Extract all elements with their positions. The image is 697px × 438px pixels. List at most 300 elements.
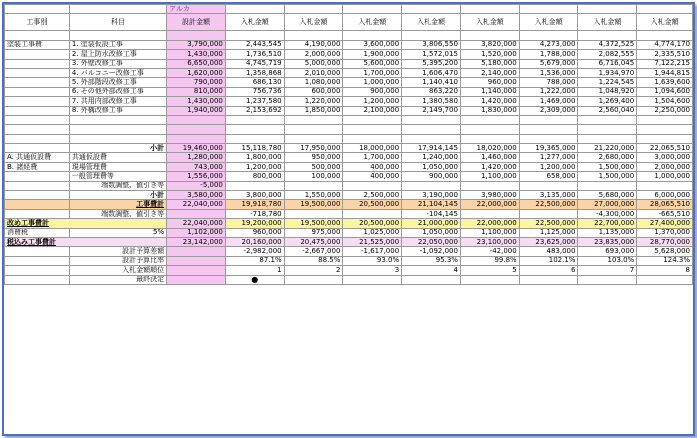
bid-amount-cell[interactable]: 1,000,000 — [637, 172, 693, 181]
empty-cell[interactable] — [5, 59, 70, 68]
empty-cell[interactable] — [5, 78, 70, 87]
design-amount-cell[interactable]: 1,620,000 — [167, 68, 226, 77]
bid-amount-cell[interactable]: 400,000 — [343, 172, 402, 181]
item-label[interactable]: 3. 外壁改修工事 — [69, 59, 166, 68]
bid-amount-cell[interactable]: 19,200,000 — [225, 219, 284, 228]
empty-cell[interactable] — [460, 5, 519, 14]
empty-cell[interactable] — [519, 125, 578, 134]
bid-amount-cell[interactable]: 693,000 — [578, 247, 637, 256]
bid-amount-cell[interactable]: 1,700,000 — [343, 153, 402, 162]
bid-amount-cell[interactable]: 1,370,000 — [637, 228, 693, 237]
empty-cell[interactable] — [69, 5, 166, 14]
bid-amount-cell[interactable]: 3,000,000 — [637, 153, 693, 162]
bid-amount-cell[interactable]: 3,135,000 — [519, 191, 578, 200]
bid-amount-cell[interactable]: 1,094,600 — [637, 87, 693, 96]
bid-amount-cell[interactable]: 22,700,000 — [578, 219, 637, 228]
bid-amount-cell[interactable]: 1,125,000 — [519, 228, 578, 237]
bid-amount-cell[interactable]: 1,135,000 — [578, 228, 637, 237]
bid-amount-cell[interactable]: 23,625,000 — [519, 237, 578, 246]
bid-amount-cell[interactable]: 5,600,000 — [343, 59, 402, 68]
bid-amount-cell[interactable]: 900,000 — [402, 172, 461, 181]
column-header-bid[interactable]: 入札金額 — [519, 14, 578, 31]
section-label[interactable]: B. 諸経費 — [5, 162, 70, 171]
empty-cell[interactable] — [284, 134, 343, 143]
revised-total-label[interactable]: 改め工事費計 — [5, 219, 167, 228]
bid-amount-cell[interactable]: 7,122,215 — [637, 59, 693, 68]
bid-amount-cell[interactable]: -42,000 — [460, 247, 519, 256]
bid-amount-cell[interactable]: 1,380,580 — [402, 97, 461, 106]
empty-cell[interactable] — [284, 31, 343, 40]
empty-cell[interactable] — [578, 31, 637, 40]
bid-amount-cell[interactable]: 6,716,045 — [578, 59, 637, 68]
design-amount-cell[interactable]: 22,040,000 — [167, 200, 226, 209]
design-amount-cell[interactable]: 1,280,000 — [167, 153, 226, 162]
bid-amount-cell[interactable]: 17,950,000 — [284, 144, 343, 153]
empty-cell[interactable] — [5, 125, 70, 134]
design-amount-cell[interactable]: 1,556,000 — [167, 172, 226, 181]
empty-cell[interactable] — [284, 275, 343, 284]
empty-cell[interactable] — [637, 5, 693, 14]
design-amount-cell[interactable] — [167, 266, 226, 275]
bid-amount-cell[interactable]: 99.8% — [460, 256, 519, 265]
empty-cell[interactable] — [637, 125, 693, 134]
bid-amount-cell[interactable]: 2,149,700 — [402, 106, 461, 115]
bid-amount-cell[interactable]: 2,443,545 — [225, 40, 284, 49]
bid-amount-cell[interactable]: 600,000 — [284, 87, 343, 96]
bid-amount-cell[interactable]: 788,000 — [519, 78, 578, 87]
empty-cell[interactable] — [578, 134, 637, 143]
subtotal-label[interactable]: 小計 — [69, 144, 166, 153]
empty-cell[interactable] — [225, 115, 284, 124]
bid-amount-cell[interactable]: 1,048,920 — [578, 87, 637, 96]
empty-cell[interactable] — [69, 115, 166, 124]
bid-amount-cell[interactable]: 1,500,000 — [578, 162, 637, 171]
empty-cell[interactable] — [5, 5, 70, 14]
empty-cell[interactable] — [5, 200, 70, 209]
bid-amount-cell[interactable]: 88.5% — [284, 256, 343, 265]
bid-amount-cell[interactable]: -2,982,000 — [225, 247, 284, 256]
bid-amount-cell[interactable]: 5 — [460, 266, 519, 275]
bid-amount-cell[interactable]: 5,000,000 — [284, 59, 343, 68]
bid-amount-cell[interactable]: 1,944,815 — [637, 68, 693, 77]
empty-cell[interactable] — [5, 50, 70, 59]
diff-label[interactable]: 設計予算差額 — [69, 247, 166, 256]
bid-amount-cell[interactable]: 19,500,000 — [284, 200, 343, 209]
item-label[interactable]: 8. 外構改修工事 — [69, 106, 166, 115]
bid-amount-cell[interactable]: 15,118,780 — [225, 144, 284, 153]
empty-cell[interactable] — [402, 125, 461, 134]
empty-cell[interactable] — [5, 181, 70, 190]
bid-amount-cell[interactable]: 1,358,868 — [225, 68, 284, 77]
bid-amount-cell[interactable]: 483,000 — [519, 247, 578, 256]
bid-amount-cell[interactable]: 800,000 — [225, 172, 284, 181]
bid-amount-cell[interactable]: 22,050,000 — [402, 237, 461, 246]
bid-amount-cell[interactable]: 3,820,000 — [460, 40, 519, 49]
empty-cell[interactable] — [578, 125, 637, 134]
bid-amount-cell[interactable]: 1,900,000 — [343, 50, 402, 59]
bid-amount-cell[interactable]: 124.3% — [637, 256, 693, 265]
bid-amount-cell[interactable]: 1,850,000 — [284, 106, 343, 115]
design-amount-cell[interactable]: 6,650,000 — [167, 59, 226, 68]
empty-cell[interactable] — [69, 134, 166, 143]
bid-amount-cell[interactable]: 1,420,000 — [460, 162, 519, 171]
bid-amount-cell[interactable]: 18,000,000 — [343, 144, 402, 153]
bid-amount-cell[interactable]: 87.1% — [225, 256, 284, 265]
bid-amount-cell[interactable]: 102.1% — [519, 256, 578, 265]
bid-amount-cell[interactable]: 2,140,000 — [460, 68, 519, 77]
bid-amount-cell[interactable]: 22,500,000 — [519, 219, 578, 228]
bid-amount-cell[interactable]: 27,000,000 — [578, 200, 637, 209]
bid-amount-cell[interactable]: 2,010,000 — [284, 68, 343, 77]
bid-amount-cell[interactable]: 5,679,000 — [519, 59, 578, 68]
design-amount-cell[interactable]: 23,142,000 — [167, 237, 226, 246]
bid-amount-cell[interactable]: -1,617,000 — [343, 247, 402, 256]
bid-amount-cell[interactable]: 1,200,000 — [519, 162, 578, 171]
bid-amount-cell[interactable]: 2,153,692 — [225, 106, 284, 115]
bid-amount-cell[interactable]: 2,082,555 — [578, 50, 637, 59]
bid-amount-cell[interactable] — [578, 181, 637, 190]
bid-amount-cell[interactable]: 1,800,000 — [225, 153, 284, 162]
section-label[interactable]: A. 共通仮設費 — [5, 153, 70, 162]
bid-amount-cell[interactable]: 1,469,000 — [519, 97, 578, 106]
bid-amount-cell[interactable]: 960,000 — [225, 228, 284, 237]
column-header-bid[interactable]: 入札金額 — [460, 14, 519, 31]
bid-amount-cell[interactable]: 1,025,000 — [343, 228, 402, 237]
bid-amount-cell[interactable]: 1,050,000 — [402, 162, 461, 171]
empty-cell[interactable] — [5, 172, 70, 181]
bid-amount-cell[interactable]: 6,000,000 — [637, 191, 693, 200]
design-amount-cell[interactable]: -5,000 — [167, 181, 226, 190]
item-label[interactable]: 7. 共用内部改修工事 — [69, 97, 166, 106]
empty-cell[interactable] — [637, 134, 693, 143]
bid-amount-cell[interactable]: 4,190,000 — [284, 40, 343, 49]
empty-cell[interactable] — [519, 134, 578, 143]
bid-amount-cell[interactable]: 1,536,000 — [519, 68, 578, 77]
item-label[interactable]: 1. 塗装仮設工事 — [69, 40, 166, 49]
bid-amount-cell[interactable]: 2 — [284, 266, 343, 275]
bid-amount-cell[interactable]: 3,190,000 — [402, 191, 461, 200]
bid-amount-cell[interactable]: 6 — [519, 266, 578, 275]
empty-cell[interactable] — [519, 275, 578, 284]
bid-amount-cell[interactable]: 1,100,000 — [460, 228, 519, 237]
bid-amount-cell[interactable]: 22,000,000 — [460, 200, 519, 209]
bid-amount-cell[interactable]: 1,050,000 — [402, 228, 461, 237]
bid-amount-cell[interactable]: 1,700,000 — [343, 68, 402, 77]
bid-amount-cell[interactable]: 21,104,145 — [402, 200, 461, 209]
empty-cell[interactable] — [5, 68, 70, 77]
bid-amount-cell[interactable]: 4 — [402, 266, 461, 275]
bid-amount-cell[interactable]: 1,237,580 — [225, 97, 284, 106]
final-label[interactable]: 最終決定 — [69, 275, 166, 284]
bid-amount-cell[interactable]: 20,500,000 — [343, 200, 402, 209]
column-header-bid[interactable]: 入札金額 — [225, 14, 284, 31]
bid-amount-cell[interactable]: -4,300,000 — [578, 209, 637, 218]
bid-amount-cell[interactable]: 2,250,000 — [637, 106, 693, 115]
bid-amount-cell[interactable] — [460, 209, 519, 218]
bid-amount-cell[interactable]: 27,400,000 — [637, 219, 693, 228]
bid-amount-cell[interactable]: 18,020,000 — [460, 144, 519, 153]
bid-amount-cell[interactable]: 975,000 — [284, 228, 343, 237]
design-amount-cell[interactable] — [167, 247, 226, 256]
empty-cell[interactable] — [167, 275, 226, 284]
subtotal-label[interactable]: 小計 — [69, 191, 166, 200]
empty-cell[interactable] — [343, 134, 402, 143]
design-amount-cell[interactable]: 1,430,000 — [167, 97, 226, 106]
bid-amount-cell[interactable]: 1,788,000 — [519, 50, 578, 59]
bid-amount-cell[interactable]: 1,100,000 — [460, 172, 519, 181]
empty-cell[interactable] — [402, 115, 461, 124]
empty-cell[interactable] — [578, 115, 637, 124]
design-amount-cell[interactable]: 22,040,000 — [167, 219, 226, 228]
empty-cell[interactable] — [637, 275, 693, 284]
column-header-koji[interactable]: 工事別 — [5, 14, 70, 31]
empty-cell[interactable] — [69, 31, 166, 40]
empty-cell[interactable] — [5, 134, 70, 143]
empty-cell[interactable] — [225, 5, 284, 14]
empty-cell[interactable] — [402, 275, 461, 284]
bid-amount-cell[interactable] — [519, 181, 578, 190]
bid-amount-cell[interactable]: 22,500,000 — [519, 200, 578, 209]
column-header-bid[interactable]: 入札金額 — [637, 14, 693, 31]
empty-cell[interactable] — [578, 5, 637, 14]
empty-cell[interactable] — [578, 275, 637, 284]
bid-amount-cell[interactable]: 1,222,000 — [519, 87, 578, 96]
empty-cell[interactable] — [343, 31, 402, 40]
bid-amount-cell[interactable]: 1,200,000 — [343, 97, 402, 106]
bid-amount-cell[interactable]: -1,092,000 — [402, 247, 461, 256]
bid-amount-cell[interactable]: 22,065,510 — [637, 144, 693, 153]
bid-amount-cell[interactable]: 1,220,000 — [284, 97, 343, 106]
bid-amount-cell[interactable]: 1,240,000 — [402, 153, 461, 162]
bid-amount-cell[interactable]: 21,525,000 — [343, 237, 402, 246]
empty-cell[interactable] — [167, 31, 226, 40]
empty-cell[interactable] — [225, 31, 284, 40]
adjust-label[interactable]: 端数調整、値引き等 — [69, 209, 166, 218]
bid-amount-cell[interactable]: 5,395,200 — [402, 59, 461, 68]
bid-amount-cell[interactable]: 1,550,000 — [284, 191, 343, 200]
empty-cell[interactable] — [343, 275, 402, 284]
tax-included-total-label[interactable]: 税込み工事費計 — [5, 237, 167, 246]
bid-amount-cell[interactable]: 1,500,000 — [578, 172, 637, 181]
bid-amount-cell[interactable] — [402, 181, 461, 190]
empty-cell[interactable] — [460, 275, 519, 284]
bid-amount-cell[interactable]: 1,420,000 — [460, 97, 519, 106]
bid-amount-cell[interactable]: 686,130 — [225, 78, 284, 87]
empty-cell[interactable] — [5, 266, 70, 275]
bid-amount-cell[interactable]: 900,000 — [343, 87, 402, 96]
rank-label[interactable]: 入札金額順位 — [69, 266, 166, 275]
bid-amount-cell[interactable]: 950,000 — [284, 153, 343, 162]
design-amount-cell[interactable]: 3,580,000 — [167, 191, 226, 200]
empty-cell[interactable] — [519, 115, 578, 124]
bid-amount-cell[interactable]: 23,100,000 — [460, 237, 519, 246]
empty-cell[interactable] — [460, 115, 519, 124]
empty-cell[interactable] — [637, 115, 693, 124]
bid-amount-cell[interactable] — [519, 209, 578, 218]
bid-amount-cell[interactable]: 1,140,000 — [460, 87, 519, 96]
bid-amount-cell[interactable]: 2,500,000 — [343, 191, 402, 200]
empty-cell[interactable] — [343, 125, 402, 134]
bid-amount-cell[interactable]: 28,770,000 — [637, 237, 693, 246]
design-amount-cell[interactable]: 1,102,000 — [167, 228, 226, 237]
bid-amount-cell[interactable]: 1,224,545 — [578, 78, 637, 87]
bid-amount-cell[interactable]: 93.0% — [343, 256, 402, 265]
bid-amount-cell[interactable]: 23,835,000 — [578, 237, 637, 246]
bid-amount-cell[interactable]: 960,000 — [460, 78, 519, 87]
bid-amount-cell[interactable]: 658,000 — [519, 172, 578, 181]
bid-amount-cell[interactable] — [460, 181, 519, 190]
bid-amount-cell[interactable]: 1,080,000 — [284, 78, 343, 87]
bid-amount-cell[interactable]: 3,806,550 — [402, 40, 461, 49]
bid-amount-cell[interactable]: 4,745,719 — [225, 59, 284, 68]
bid-amount-cell[interactable]: 1,504,600 — [637, 97, 693, 106]
bid-amount-cell[interactable]: 21,220,000 — [578, 144, 637, 153]
empty-cell[interactable] — [284, 5, 343, 14]
bid-amount-cell[interactable]: 22,000,000 — [460, 219, 519, 228]
bid-amount-cell[interactable]: 20,500,000 — [343, 219, 402, 228]
tax-label[interactable]: 消費税 — [5, 228, 70, 237]
bid-amount-cell[interactable]: 1,830,000 — [460, 106, 519, 115]
bid-amount-cell[interactable]: 2,680,000 — [578, 153, 637, 162]
empty-cell[interactable] — [284, 125, 343, 134]
empty-cell[interactable] — [5, 106, 70, 115]
bid-amount-cell[interactable]: 1,934,970 — [578, 68, 637, 77]
bid-amount-cell[interactable]: 5,680,000 — [578, 191, 637, 200]
bid-amount-cell[interactable]: 756,736 — [225, 87, 284, 96]
empty-cell[interactable] — [225, 134, 284, 143]
design-amount-cell[interactable]: 3,790,000 — [167, 40, 226, 49]
design-amount-cell[interactable]: 1,430,000 — [167, 50, 226, 59]
bid-amount-cell[interactable]: -2,667,000 — [284, 247, 343, 256]
bid-amount-cell[interactable]: 5,180,000 — [460, 59, 519, 68]
empty-cell[interactable] — [5, 275, 70, 284]
bid-amount-cell[interactable]: 5,628,000 — [637, 247, 693, 256]
bid-amount-cell[interactable]: 20,160,000 — [225, 237, 284, 246]
total-label[interactable]: 工事費計 — [69, 200, 166, 209]
column-header-bid[interactable]: 入札金額 — [578, 14, 637, 31]
empty-cell[interactable] — [5, 115, 70, 124]
bid-amount-cell[interactable]: 28,065,510 — [637, 200, 693, 209]
item-label[interactable]: 現場管理費 — [69, 162, 166, 171]
bid-amount-cell[interactable] — [284, 209, 343, 218]
bid-amount-cell[interactable]: 1,572,015 — [402, 50, 461, 59]
item-label[interactable]: 共通仮設費 — [69, 153, 166, 162]
bid-amount-cell[interactable]: 1,200,000 — [225, 162, 284, 171]
item-label[interactable]: 一般管理費等 — [69, 172, 166, 181]
bid-amount-cell[interactable]: 1,606,470 — [402, 68, 461, 77]
bid-amount-cell[interactable]: 103.0% — [578, 256, 637, 265]
empty-cell[interactable] — [167, 134, 226, 143]
bid-amount-cell[interactable]: 20,475,000 — [284, 237, 343, 246]
design-amount-cell[interactable]: 810,000 — [167, 87, 226, 96]
bid-amount-cell[interactable] — [343, 181, 402, 190]
bid-amount-cell[interactable]: 19,918,780 — [225, 200, 284, 209]
empty-cell[interactable] — [284, 115, 343, 124]
bid-amount-cell[interactable]: 863,220 — [402, 87, 461, 96]
bid-amount-cell[interactable]: 19,500,000 — [284, 219, 343, 228]
bid-amount-cell[interactable]: 1,736,510 — [225, 50, 284, 59]
bid-amount-cell[interactable]: 17,914,145 — [402, 144, 461, 153]
ratio-label[interactable]: 設計予算比率 — [69, 256, 166, 265]
bid-amount-cell[interactable]: 95.3% — [402, 256, 461, 265]
bid-amount-cell[interactable]: 7 — [578, 266, 637, 275]
empty-cell[interactable] — [5, 144, 70, 153]
bid-amount-cell[interactable]: 4,372,525 — [578, 40, 637, 49]
empty-cell[interactable] — [5, 97, 70, 106]
empty-cell[interactable] — [225, 125, 284, 134]
tax-rate[interactable]: 5% — [69, 228, 166, 237]
design-amount-cell[interactable]: 19,460,000 — [167, 144, 226, 153]
bid-amount-cell[interactable]: 3,800,000 — [225, 191, 284, 200]
bid-amount-cell[interactable]: 2,000,000 — [284, 50, 343, 59]
bid-amount-cell[interactable]: 4,273,000 — [519, 40, 578, 49]
bid-amount-cell[interactable]: 8 — [637, 266, 693, 275]
bid-amount-cell[interactable] — [225, 181, 284, 190]
empty-cell[interactable] — [343, 5, 402, 14]
bid-amount-cell[interactable]: 100,000 — [284, 172, 343, 181]
bid-amount-cell[interactable]: 2,100,000 — [343, 106, 402, 115]
adjust-label[interactable]: 端数調整、値引き等 — [69, 181, 166, 190]
final-decision-cell[interactable] — [225, 275, 284, 284]
empty-cell[interactable] — [5, 256, 70, 265]
empty-cell[interactable] — [5, 87, 70, 96]
bid-amount-cell[interactable]: 3 — [343, 266, 402, 275]
bid-amount-cell[interactable] — [637, 181, 693, 190]
empty-cell[interactable] — [460, 31, 519, 40]
column-header-bid[interactable]: 入札金額 — [284, 14, 343, 31]
column-header-bid[interactable]: 入札金額 — [343, 14, 402, 31]
bid-amount-cell[interactable]: -104,145 — [402, 209, 461, 218]
item-label[interactable]: 4. バルコニー改修工事 — [69, 68, 166, 77]
empty-cell[interactable] — [402, 5, 461, 14]
empty-cell[interactable] — [637, 31, 693, 40]
empty-cell[interactable] — [167, 125, 226, 134]
bid-amount-cell[interactable]: 1,140,410 — [402, 78, 461, 87]
empty-cell[interactable] — [402, 31, 461, 40]
bid-amount-cell[interactable]: 2,309,000 — [519, 106, 578, 115]
empty-cell[interactable] — [5, 31, 70, 40]
bid-amount-cell[interactable]: 2,335,510 — [637, 50, 693, 59]
column-header-bid[interactable]: 入札金額 — [402, 14, 461, 31]
bid-amount-cell[interactable]: -718,780 — [225, 209, 284, 218]
bid-amount-cell[interactable]: 400,000 — [343, 162, 402, 171]
bid-amount-cell[interactable]: -665,510 — [637, 209, 693, 218]
bid-amount-cell[interactable]: 1,000,000 — [343, 78, 402, 87]
design-amount-cell[interactable]: 1,940,000 — [167, 106, 226, 115]
bid-amount-cell[interactable]: 1,460,000 — [460, 153, 519, 162]
bid-amount-cell[interactable]: 2,000,000 — [637, 162, 693, 171]
design-amount-cell[interactable]: 790,000 — [167, 78, 226, 87]
bid-amount-cell[interactable]: 1,269,400 — [578, 97, 637, 106]
empty-cell[interactable] — [460, 125, 519, 134]
empty-cell[interactable] — [5, 209, 70, 218]
empty-cell[interactable] — [519, 5, 578, 14]
bid-amount-cell[interactable]: 1 — [225, 266, 284, 275]
design-amount-cell[interactable] — [167, 209, 226, 218]
empty-cell[interactable] — [343, 115, 402, 124]
bid-amount-cell[interactable]: 1,277,000 — [519, 153, 578, 162]
bid-amount-cell[interactable]: 1,520,000 — [460, 50, 519, 59]
column-header-top[interactable]: アルカ — [167, 5, 226, 14]
empty-cell[interactable] — [460, 134, 519, 143]
bid-amount-cell[interactable]: 19,365,000 — [519, 144, 578, 153]
bid-amount-cell[interactable]: 500,000 — [284, 162, 343, 171]
item-label[interactable]: 5. 外部階段改修工事 — [69, 78, 166, 87]
item-label[interactable]: 2. 屋上防水改修工事 — [69, 50, 166, 59]
bid-amount-cell[interactable] — [343, 209, 402, 218]
design-amount-cell[interactable] — [167, 256, 226, 265]
bid-amount-cell[interactable] — [284, 181, 343, 190]
